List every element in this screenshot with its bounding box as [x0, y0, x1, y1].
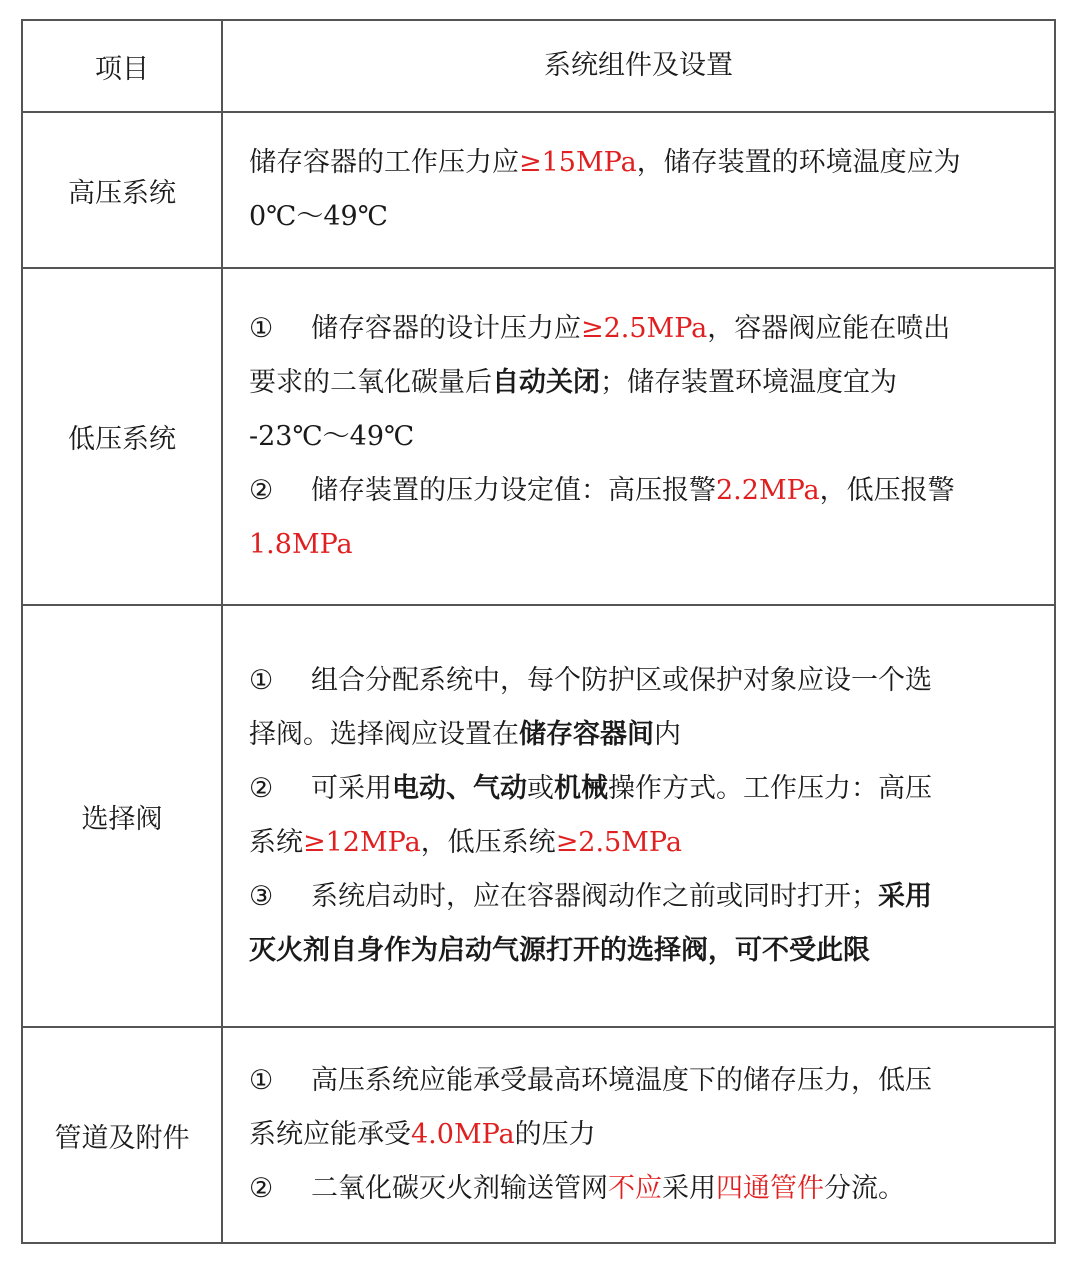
row-label-valve: 选择阀	[22, 605, 222, 1027]
red-value: 4.0MPa	[411, 1119, 515, 1150]
row-label-low: 低压系统	[22, 268, 222, 605]
text-line	[249, 870, 1032, 924]
text: 系统启动时，应在容器阀动作之前或同时打开；	[311, 881, 878, 912]
text: 高压系统应能承受最高环境温度下的储存压力，低压	[311, 1065, 932, 1096]
text-line	[249, 1162, 1032, 1216]
text: 内	[654, 719, 681, 750]
text: ；储存装置环境温度宜为	[600, 366, 897, 398]
text: 采用	[662, 1173, 716, 1204]
row-label-high: 高压系统	[22, 112, 222, 268]
text-line	[249, 654, 1032, 708]
red-value: 2.2MPa	[716, 474, 820, 506]
bold-text: 储存容器间	[519, 719, 654, 750]
bold-text: 自动关闭	[492, 366, 600, 398]
row-desc-low	[222, 268, 1055, 605]
bold-text: 灭火剂自身作为启动气源打开的选择阀，可不受此限	[249, 935, 870, 966]
red-value: ≥2.5MPa	[555, 827, 682, 858]
red-value: 1.8MPa	[249, 528, 353, 560]
text: ，容器阀应能在喷出	[707, 312, 951, 344]
text-line	[249, 410, 1032, 464]
row-desc-valve	[222, 605, 1055, 1027]
text-line	[249, 302, 1032, 356]
text-line	[249, 190, 1032, 244]
row-label-pipe: 管道及附件	[22, 1027, 222, 1243]
text: 储存容器的工作压力应	[249, 147, 519, 178]
text-line	[249, 1108, 1032, 1162]
red-value: 不应	[608, 1173, 662, 1204]
text: 储存容器的设计压力应	[311, 312, 581, 344]
row-desc-high	[222, 112, 1055, 268]
spec-table	[21, 19, 1056, 1244]
item-number: ③	[249, 881, 274, 912]
header-item: 项目	[22, 20, 222, 112]
red-value: ≥15MPa	[519, 147, 637, 178]
text: 操作方式。工作压力：高压	[608, 773, 932, 804]
text: 组合分配系统中，每个防护区或保护对象应设一个选	[311, 665, 932, 696]
bold-text: 采用	[878, 881, 932, 912]
text-line	[249, 356, 1032, 410]
text-line	[249, 708, 1032, 762]
item-number: ②	[249, 773, 274, 804]
bold-text: 机械	[554, 773, 608, 804]
red-value: ≥2.5MPa	[581, 312, 708, 344]
text: 系统应能承受	[249, 1119, 411, 1150]
text-line	[249, 1054, 1032, 1108]
table-row	[22, 1027, 1055, 1243]
text-line	[249, 464, 1032, 518]
text-line	[249, 518, 1032, 572]
text: 可采用	[311, 773, 392, 804]
bold-text: 电动、气动	[392, 773, 527, 804]
table-row	[22, 268, 1055, 605]
text: 的压力	[514, 1119, 596, 1150]
text: 二氧化碳灭火剂输送管网	[311, 1173, 608, 1204]
item-number: ②	[249, 1173, 274, 1204]
item-number: ②	[249, 474, 274, 506]
text: ，低压系统	[420, 827, 556, 858]
text: 分流。	[824, 1173, 905, 1204]
text: 择阀。选择阀应设置在	[249, 719, 519, 750]
text-line	[249, 762, 1032, 816]
text: 储存装置的压力设定值：高压报警	[311, 474, 716, 506]
red-value: ≥12MPa	[303, 827, 421, 858]
text: 或	[527, 773, 554, 804]
table-row	[22, 605, 1055, 1027]
text-line	[249, 136, 1032, 190]
item-number: ①	[249, 1065, 274, 1096]
text-line	[249, 924, 1032, 978]
text: ，储存装置的环境温度应为	[636, 147, 961, 178]
text: -23℃～49℃	[249, 420, 415, 452]
text: ，低压报警	[819, 474, 955, 506]
text: 系统	[249, 827, 303, 858]
item-number: ①	[249, 665, 274, 696]
table-row	[22, 112, 1055, 268]
header-desc: 系统组件及设置	[222, 20, 1055, 112]
table-header-row	[22, 20, 1055, 112]
row-desc-pipe	[222, 1027, 1055, 1243]
item-number: ①	[249, 312, 274, 344]
text: 要求的二氧化碳量后	[249, 366, 492, 398]
text: 0℃～49℃	[249, 201, 388, 232]
text-line	[249, 816, 1032, 870]
red-value: 四通管件	[716, 1173, 824, 1204]
